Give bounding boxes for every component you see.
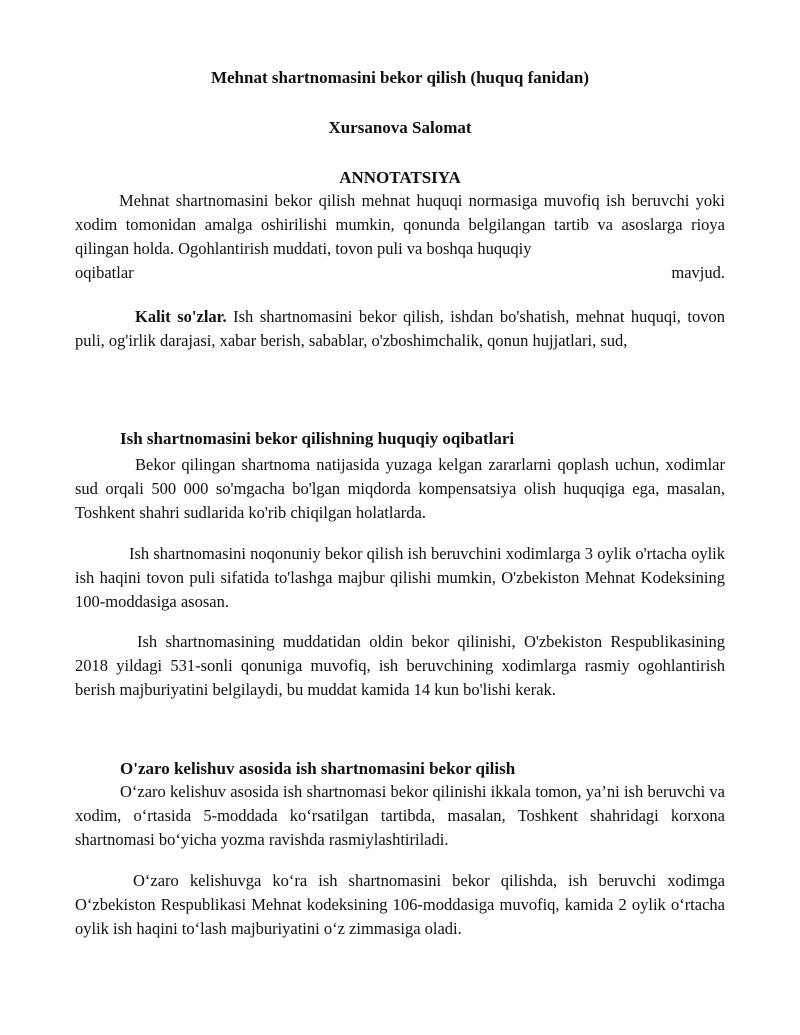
document-title: Mehnat shartnomasini bekor qilish (huquq fanidan)	[210, 68, 590, 87]
abstract-paragraph	[75, 189, 725, 285]
abstract-text: Mehnat shartnomasini bekor qilish mehnat huquqi normasiga muvofiq ish beruvchi yoki xodim tomonidan amalga oshirilishi mumkin, qonunda belgilangan tartib va asoslarga rioya qilingan holda. Ogohlantirish muddati, tovon puli va boshqa huquqiy	[75, 191, 725, 258]
section1-paragraph-2: Ish shartnomasini noqonuniy bekor qilish ish beruvchini xodimlarga 3 oylik o'rtacha oylik ish haqini tovon puli sifatida to'lashga majbur qilishi mumkin, O'zbekiston Mehnat Kodeksining 100-moddasiga asosan.	[75, 544, 725, 611]
abstract-last-left: oqibatlar	[75, 263, 134, 282]
abstract-last-line	[75, 261, 725, 285]
section1-paragraph-3: Ish shartnomasining muddatidan oldin bekor qilinishi, O'zbekiston Respublikasining 2018 yildagi 531-sonli qonuniga muvofiq, ish beruvchining xodimlarga rasmiy ogohlantirish berish majburiyatini belgilaydi, bu muddat kamida 14 kun bo'lishi kerak.	[75, 632, 725, 699]
section2-paragraph-2: O‘zaro kelishuvga ko‘ra ish shartnomasini bekor qilishda, ish beruvchi xodimga O‘zbekiston Respublikasi Mehnat kodeksining 106-moddasiga muvofiq, kamida 2 oylik o‘rtacha oylik ish haqini to‘lash majburiyatini o‘z zimmasiga oladi.	[75, 871, 725, 938]
section1-heading: Ish shartnomasini bekor qilishning huquqiy oqibatlari	[120, 429, 515, 448]
author-name: Xursanova Salomat	[328, 118, 472, 137]
abstract-heading: ANNOTATSIYA	[339, 168, 461, 187]
section1-paragraph-1: Bekor qilingan shartnoma natijasida yuzaga kelgan zararlarni qoplash uchun, xodimlar sud orqali 500 000 so'mgacha bo'lgan miqdorda kompensatsiya olish huquqiga ega, masalan, Toshkent shahri sudlarida ko'rib chiqilgan holatlarda.	[75, 455, 725, 522]
abstract-last-right: mavjud.	[671, 263, 725, 282]
keywords-text: Ish shartnomasini bekor qilish, ishdan bo'shatish, mehnat huquqi, tovon puli, og'irlik darajasi, xabar berish, sabablar, o'zboshimchalik, qonun hujjatlari, sud,	[75, 307, 725, 350]
keywords-paragraph	[75, 305, 725, 353]
section2-paragraph-1: O‘zaro kelishuv asosida ish shartnomasi bekor qilinishi ikkala tomon, ya’ni ish beruvchi va xodim, o‘rtasida 5-moddada ko‘rsatilgan tartibda, masalan, Toshkent shahridagi korxona shartnomasi bo‘yicha yozma ravishda rasmiylashtiriladi.	[75, 782, 725, 849]
keywords-label: Kalit so'zlar.	[135, 307, 227, 326]
section2-heading: O'zaro kelishuv asosida ish shartnomasini bekor qilish	[120, 759, 516, 778]
